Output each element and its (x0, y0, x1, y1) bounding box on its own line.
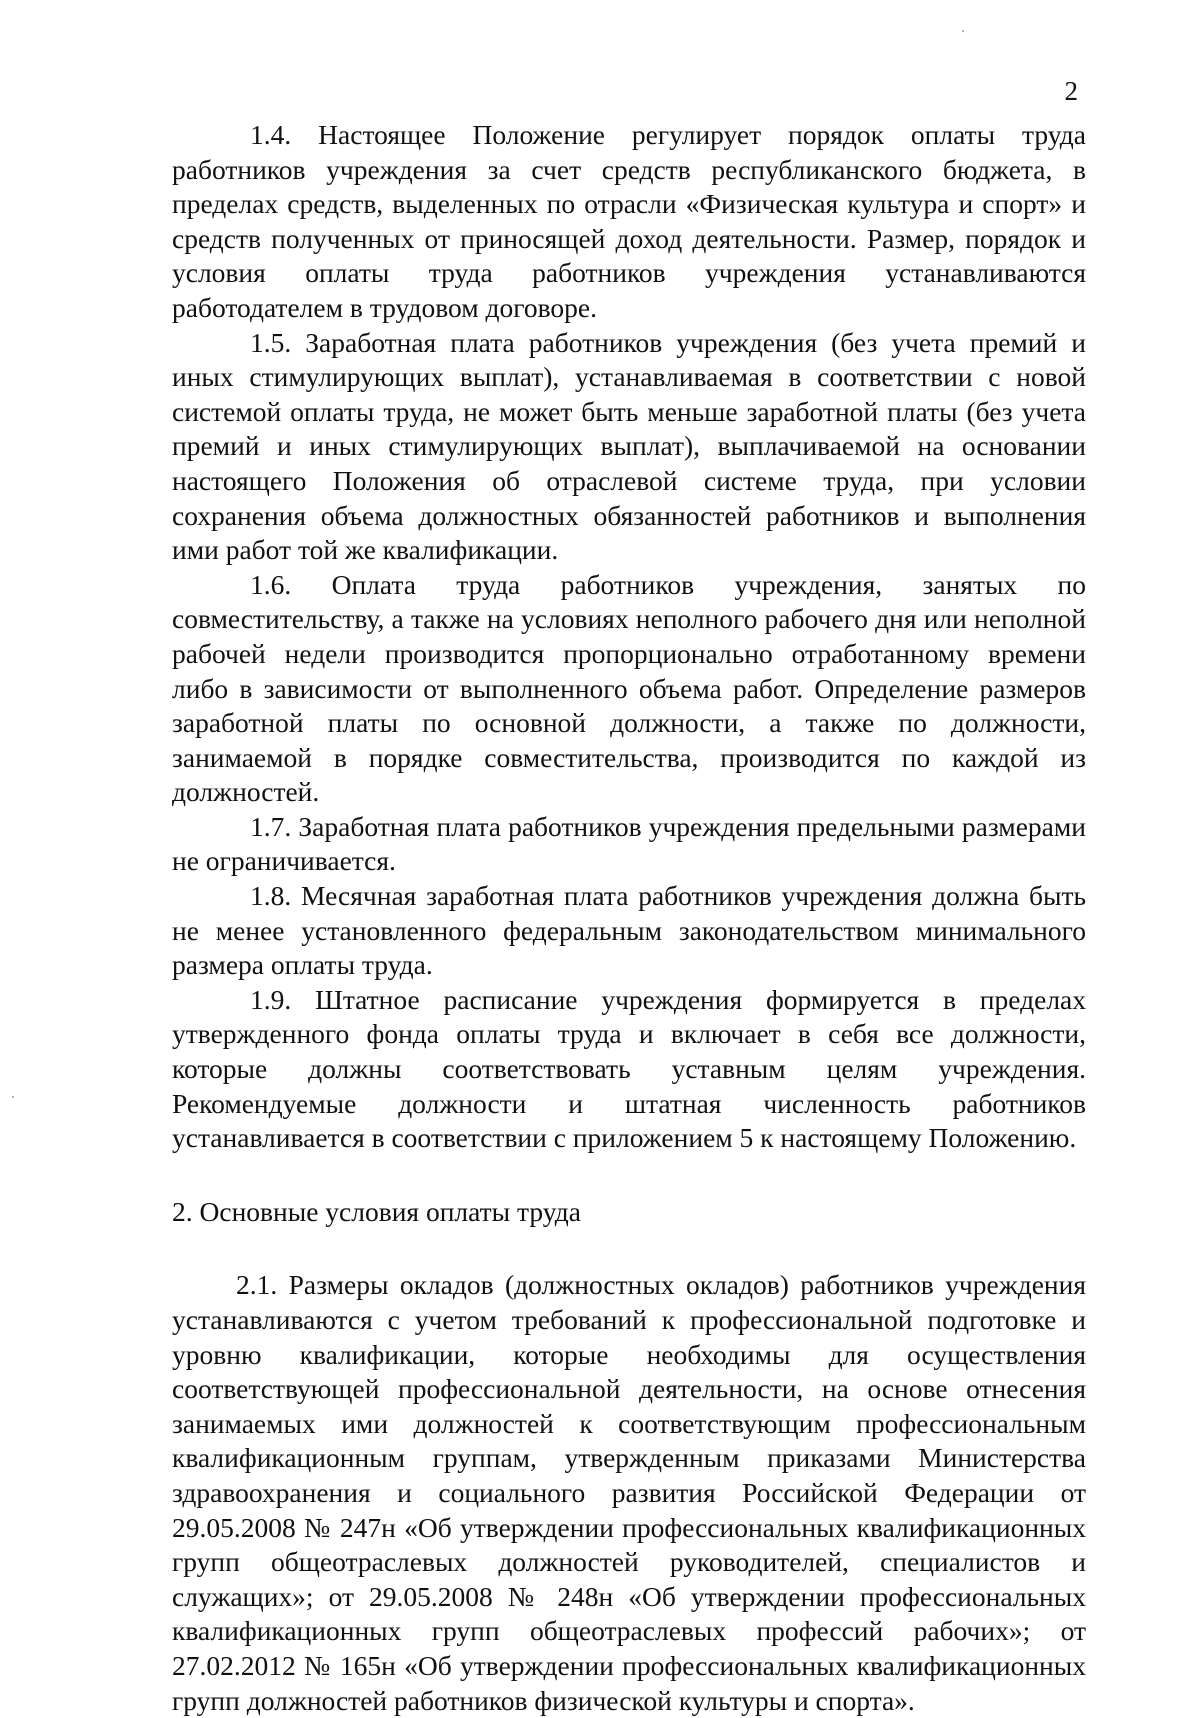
paragraph-1-9: 1.9. Штатное расписание учреждения формируется в пределах утвержденного фонда оплаты труда и включает в себя все должности, которые должны соответствовать уставным целям учреждения. Рекомендуемые должности и штатная численность работников устанавливается в соответствии с приложением 5 к настоящему Положению. (172, 983, 1086, 1154)
scan-speck (962, 30, 964, 32)
page-number: 2 (1064, 76, 1078, 106)
paragraph-1-7: 1.7. Заработная плата работников учреждения предельными размерами не ограничивается. (172, 810, 1086, 877)
paragraph-2-1: 2.1. Размеры окладов (должностных окладов) работников учреждения устанавливаются с учетом требований к профессиональной подготовке и уровню квалификации, которые необходимы для осуществления соответствующей профессиональной деятельности, на основе отнесения занимаемых ими должностей к соответствующим профессиональным квалификационным группам, утвержденным приказами Министерства здравоохранения и социального развития Российской Федерации от 29.05.2008 № 247н «Об утверждении профессиональных квалификационных групп общеотраслевых должностей руководителей, специалистов и служащих»; от 29.05.2008 № 248н «Об утверждении профессиональных квалификационных групп общеотраслевых профессий рабочих»; от 27.02.2012 № 165н «Об утверждении профессиональных квалификационных групп должностей работников физической культуры и спорта». (172, 1269, 1086, 1716)
document-body (172, 118, 1086, 1718)
section-heading: 2. Основные условия оплаты труда (172, 1195, 581, 1227)
paragraph-1-4: 1.4. Настоящее Положение регулирует порядок оплаты труда работников учреждения за счет средств республиканского бюджета, в пределах средств, выделенных по отрасли «Физическая культура и спорт» и средств полученных от приносящей доход деятельности. Размер, порядок и условия оплаты труда работников учреждения устанавливаются работодателем в трудовом договоре. (172, 119, 1086, 323)
paragraph-1-8: 1.8. Месячная заработная плата работников учреждения должна быть не менее установленного федеральным законодательством минимального размера оплаты труда. (172, 880, 1086, 981)
paragraph-1-6: 1.6. Оплата труда работников учреждения, занятых по совместительству, а также на условиях неполного рабочего дня или неполной рабочей недели производится пропорционально отработанному времени либо в зависимости от выполненного объема работ. Определение размеров заработной платы по основной должности, а также по должности, занимаемой в порядке совместительства, производится по каждой из должностей. (172, 568, 1086, 808)
paragraph-1-5: 1.5. Заработная плата работников учреждения (без учета премий и иных стимулирующих выплат), устанавливаемая в соответствии с новой системой оплаты труда, не может быть меньше заработной платы (без учета премий и иных стимулирующих выплат), выплачиваемой на основании настоящего Положения об отраслевой системе труда, при условии сохранения объема должностных обязанностей работников и выполнения ими работ той же квалификации. (172, 326, 1086, 566)
scan-speck (12, 1096, 14, 1098)
